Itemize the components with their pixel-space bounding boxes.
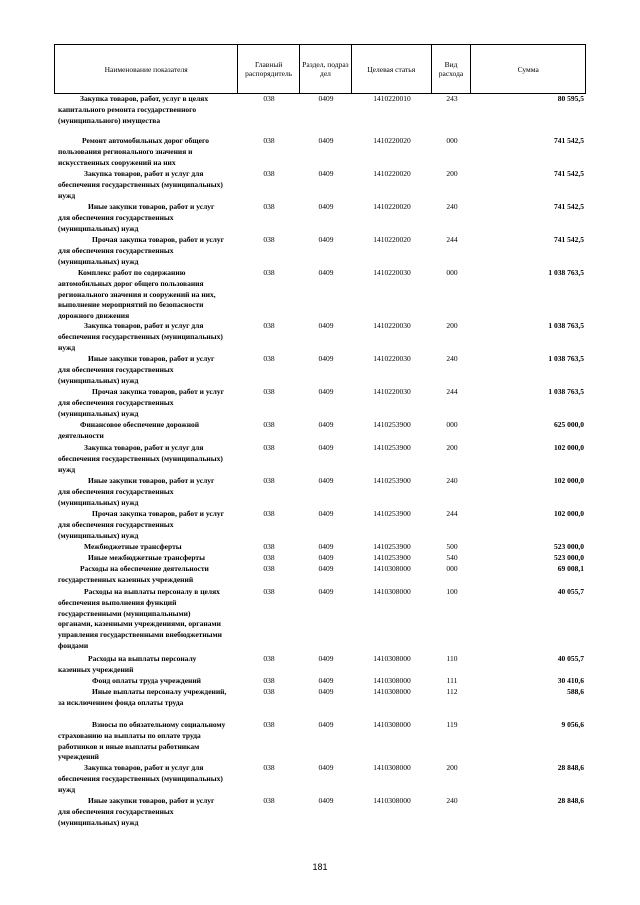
row-section: 0409 bbox=[318, 564, 334, 573]
row-section: 0409 bbox=[318, 676, 334, 685]
row-target: 1410253900 bbox=[373, 509, 411, 518]
row-section: 0409 bbox=[318, 720, 334, 729]
row-name-text: Закупка товаров, работ и услуг для обеспечения государственных (муниципальных) нужд bbox=[58, 321, 223, 352]
row-sum: 40 055,7 bbox=[557, 654, 584, 663]
row-section: 0409 bbox=[318, 136, 334, 145]
row-name-text: Закупка товаров, работ и услуг для обеспечения государственных (муниципальных) нужд bbox=[58, 443, 223, 474]
table-row bbox=[54, 587, 586, 652]
row-type: 200 bbox=[446, 169, 458, 178]
row-name-text: Межбюджетные трансферты bbox=[84, 542, 182, 551]
row-name-text: Закупка товаров, работ, услуг в целях капитального ремонта государственного (муниципального) имущества bbox=[58, 94, 209, 125]
row-sum: 30 410,6 bbox=[557, 676, 584, 685]
row-name bbox=[54, 443, 238, 475]
row-target: 1410220030 bbox=[373, 354, 411, 363]
row-name bbox=[54, 587, 238, 652]
row-name bbox=[54, 387, 238, 419]
row-admin: 038 bbox=[263, 587, 275, 596]
row-type: 100 bbox=[446, 587, 458, 596]
row-name bbox=[54, 321, 238, 353]
table-row bbox=[54, 136, 586, 168]
row-name bbox=[54, 654, 238, 676]
row-target: 1410308000 bbox=[373, 796, 411, 805]
row-type: 240 bbox=[446, 476, 458, 485]
table-row bbox=[54, 235, 586, 267]
table-row bbox=[54, 542, 586, 553]
table-row bbox=[54, 564, 586, 586]
row-target: 1410253900 bbox=[373, 443, 411, 452]
table-row bbox=[54, 387, 586, 419]
row-name bbox=[54, 476, 238, 508]
row-admin: 038 bbox=[263, 796, 275, 805]
row-type: 240 bbox=[446, 354, 458, 363]
row-target: 1410220030 bbox=[373, 321, 411, 330]
row-name-text: Расходы на обеспечение деятельности государственных казенных учреждений bbox=[58, 564, 209, 584]
row-sum: 741 542,5 bbox=[554, 169, 584, 178]
row-admin: 038 bbox=[263, 420, 275, 429]
row-name-text: Иные закупки товаров, работ и услуг для обеспечения государственных (муниципальных) нужд bbox=[58, 796, 215, 827]
table-row bbox=[54, 202, 586, 234]
row-name bbox=[54, 542, 238, 553]
row-sum: 102 000,0 bbox=[554, 476, 584, 485]
row-sum: 1 038 763,5 bbox=[548, 387, 584, 396]
row-section: 0409 bbox=[318, 354, 334, 363]
row-admin: 038 bbox=[263, 268, 275, 277]
header-type: Вид расхода bbox=[432, 45, 472, 93]
row-admin: 038 bbox=[263, 509, 275, 518]
row-section: 0409 bbox=[318, 443, 334, 452]
row-section: 0409 bbox=[318, 202, 334, 211]
row-target: 1410220030 bbox=[373, 268, 411, 277]
row-sum: 102 000,0 bbox=[554, 443, 584, 452]
row-name-text: Иные закупки товаров, работ и услуг для обеспечения государственных (муниципальных) нужд bbox=[58, 354, 215, 385]
row-name-text: Взносы по обязательному социальному страхованию на выплаты по оплате труда работников и иные выплаты работникам учреждений bbox=[58, 720, 226, 762]
row-type: 110 bbox=[446, 654, 458, 663]
row-type: 244 bbox=[446, 509, 458, 518]
table-row bbox=[54, 420, 586, 442]
row-type: 112 bbox=[446, 687, 458, 696]
row-name bbox=[54, 553, 238, 564]
row-name bbox=[54, 720, 238, 763]
row-type: 540 bbox=[446, 553, 458, 562]
row-name bbox=[54, 763, 238, 795]
row-sum: 28 848,6 bbox=[557, 763, 584, 772]
row-section: 0409 bbox=[318, 509, 334, 518]
row-name bbox=[54, 564, 238, 586]
row-type: 000 bbox=[446, 136, 458, 145]
table-row bbox=[54, 687, 586, 709]
table-header bbox=[54, 44, 586, 94]
row-name-text: Прочая закупка товаров, работ и услуг для обеспечения государственных (муниципальных) нужд bbox=[58, 235, 225, 266]
table-row bbox=[54, 476, 586, 508]
table-row bbox=[54, 654, 586, 676]
row-admin: 038 bbox=[263, 169, 275, 178]
row-name-text: Иные выплаты персоналу учреждений, за исключением фонда оплаты труда bbox=[58, 687, 227, 707]
row-type: 200 bbox=[446, 443, 458, 452]
row-target: 1410220020 bbox=[373, 202, 411, 211]
row-target: 1410220020 bbox=[373, 136, 411, 145]
row-name-text: Закупка товаров, работ и услуг для обеспечения государственных (муниципальных) нужд bbox=[58, 763, 223, 794]
row-type: 200 bbox=[446, 763, 458, 772]
row-section: 0409 bbox=[318, 654, 334, 663]
row-section: 0409 bbox=[318, 763, 334, 772]
row-target: 1410253900 bbox=[373, 553, 411, 562]
row-section: 0409 bbox=[318, 321, 334, 330]
row-target: 1410308000 bbox=[373, 720, 411, 729]
row-target: 1410308000 bbox=[373, 676, 411, 685]
row-target: 1410308000 bbox=[373, 687, 411, 696]
row-type: 244 bbox=[446, 235, 458, 244]
row-sum: 588,6 bbox=[567, 687, 584, 696]
row-admin: 038 bbox=[263, 443, 275, 452]
row-sum: 523 000,0 bbox=[554, 542, 584, 551]
row-target: 1410308000 bbox=[373, 763, 411, 772]
row-admin: 038 bbox=[263, 654, 275, 663]
row-name bbox=[54, 796, 238, 828]
row-name bbox=[54, 136, 238, 168]
row-type: 200 bbox=[446, 321, 458, 330]
row-name bbox=[54, 94, 238, 126]
row-name-text: Закупка товаров, работ и услуг для обеспечения государственных (муниципальных) нужд bbox=[58, 169, 223, 200]
row-admin: 038 bbox=[263, 136, 275, 145]
row-type: 000 bbox=[446, 268, 458, 277]
row-name bbox=[54, 354, 238, 386]
row-type: 500 bbox=[446, 542, 458, 551]
row-section: 0409 bbox=[318, 235, 334, 244]
row-name-text: Иные межбюджетные трансферты bbox=[88, 553, 205, 562]
row-name bbox=[54, 676, 238, 687]
row-sum: 28 848,6 bbox=[557, 796, 584, 805]
row-target: 1410308000 bbox=[373, 587, 411, 596]
row-type: 000 bbox=[446, 564, 458, 573]
table-row bbox=[54, 763, 586, 795]
row-sum: 741 542,5 bbox=[554, 202, 584, 211]
row-name-text: Расходы на выплаты персоналу казенных учреждений bbox=[58, 654, 197, 674]
row-type: 000 bbox=[446, 420, 458, 429]
header-section: Раздел, подраз дел bbox=[300, 45, 352, 93]
row-section: 0409 bbox=[318, 587, 334, 596]
row-admin: 038 bbox=[263, 763, 275, 772]
row-name-text: Расходы на выплаты персоналу в целях обеспечения выполнения функций государственными (муниципальными) органами, казенными учреждениями, органами управления государственными внебюджетными фондами bbox=[58, 587, 222, 650]
row-type: 111 bbox=[446, 676, 458, 685]
header-name: Наименование показателя bbox=[55, 45, 238, 93]
row-admin: 038 bbox=[263, 687, 275, 696]
table-row bbox=[54, 796, 586, 828]
header-sum: Сумма bbox=[517, 64, 539, 74]
row-name bbox=[54, 268, 238, 322]
table-row bbox=[54, 268, 586, 322]
row-target: 1410220020 bbox=[373, 169, 411, 178]
row-name-text: Комплекс работ по содержанию автомобильных дорог общего пользования регионального значения и сооружений на них, выполнение мероприятий по безопасности дорожного движения bbox=[58, 268, 216, 321]
row-name-text: Прочая закупка товаров, работ и услуг для обеспечения государственных (муниципальных) нужд bbox=[58, 509, 225, 540]
row-sum: 80 595,5 bbox=[557, 94, 584, 103]
row-sum: 625 000,0 bbox=[554, 420, 584, 429]
row-sum: 523 000,0 bbox=[554, 553, 584, 562]
row-target: 1410308000 bbox=[373, 654, 411, 663]
row-target: 1410220010 bbox=[373, 94, 411, 103]
row-section: 0409 bbox=[318, 553, 334, 562]
table-row bbox=[54, 676, 586, 687]
row-name-text: Иные закупки товаров, работ и услуг для обеспечения государственных (муниципальных) нужд bbox=[58, 476, 215, 507]
row-target: 1410220020 bbox=[373, 235, 411, 244]
row-admin: 038 bbox=[263, 676, 275, 685]
table-row bbox=[54, 354, 586, 386]
table-row bbox=[54, 553, 586, 564]
row-target: 1410253900 bbox=[373, 476, 411, 485]
row-target: 1410253900 bbox=[373, 420, 411, 429]
row-section: 0409 bbox=[318, 476, 334, 485]
row-sum: 102 000,0 bbox=[554, 509, 584, 518]
table-row bbox=[54, 94, 586, 126]
row-sum: 1 038 763,5 bbox=[548, 268, 584, 277]
row-admin: 038 bbox=[263, 564, 275, 573]
table-row bbox=[54, 169, 586, 201]
row-target: 1410253900 bbox=[373, 542, 411, 551]
row-admin: 038 bbox=[263, 553, 275, 562]
row-section: 0409 bbox=[318, 94, 334, 103]
table-row bbox=[54, 720, 586, 763]
row-section: 0409 bbox=[318, 387, 334, 396]
table-row bbox=[54, 509, 586, 541]
header-target: Целевая статья bbox=[352, 45, 432, 93]
row-type: 240 bbox=[446, 796, 458, 805]
row-type: 119 bbox=[446, 720, 458, 729]
table-row bbox=[54, 443, 586, 475]
row-sum: 1 038 763,5 bbox=[548, 321, 584, 330]
table-row bbox=[54, 321, 586, 353]
row-sum: 9 056,6 bbox=[561, 720, 584, 729]
row-name-text: Ремонт автомобильных дорог общего пользования регионального значения и искусственных сооружений на них bbox=[58, 136, 209, 167]
row-target: 1410308000 bbox=[373, 564, 411, 573]
row-sum: 1 038 763,5 bbox=[548, 354, 584, 363]
row-admin: 038 bbox=[263, 542, 275, 551]
row-type: 240 bbox=[446, 202, 458, 211]
row-name bbox=[54, 235, 238, 267]
row-name-text: Фонд оплаты труда учреждений bbox=[92, 676, 201, 685]
page-number: 181 bbox=[312, 862, 328, 872]
row-section: 0409 bbox=[318, 796, 334, 805]
row-name bbox=[54, 420, 238, 442]
row-admin: 038 bbox=[263, 476, 275, 485]
row-admin: 038 bbox=[263, 235, 275, 244]
row-target: 1410220030 bbox=[373, 387, 411, 396]
row-name-text: Иные закупки товаров, работ и услуг для обеспечения государственных (муниципальных) нужд bbox=[58, 202, 215, 233]
row-name bbox=[54, 509, 238, 541]
row-name-text: Финансовое обеспечение дорожной деятельности bbox=[58, 420, 200, 440]
row-type: 243 bbox=[446, 94, 458, 103]
row-admin: 038 bbox=[263, 202, 275, 211]
row-admin: 038 bbox=[263, 720, 275, 729]
row-type: 244 bbox=[446, 387, 458, 396]
row-section: 0409 bbox=[318, 268, 334, 277]
row-section: 0409 bbox=[318, 687, 334, 696]
row-name bbox=[54, 202, 238, 234]
row-name-text: Прочая закупка товаров, работ и услуг для обеспечения государственных (муниципальных) нужд bbox=[58, 387, 225, 418]
row-section: 0409 bbox=[318, 169, 334, 178]
row-sum: 40 055,7 bbox=[557, 587, 584, 596]
row-admin: 038 bbox=[263, 354, 275, 363]
row-section: 0409 bbox=[318, 542, 334, 551]
row-name bbox=[54, 169, 238, 201]
row-sum: 69 008,1 bbox=[557, 564, 584, 573]
row-admin: 038 bbox=[263, 321, 275, 330]
row-admin: 038 bbox=[263, 387, 275, 396]
row-sum: 741 542,5 bbox=[554, 136, 584, 145]
row-name bbox=[54, 687, 238, 709]
row-section: 0409 bbox=[318, 420, 334, 429]
row-sum: 741 542,5 bbox=[554, 235, 584, 244]
row-admin: 038 bbox=[263, 94, 275, 103]
header-admin: Главный распорядитель bbox=[238, 45, 300, 93]
